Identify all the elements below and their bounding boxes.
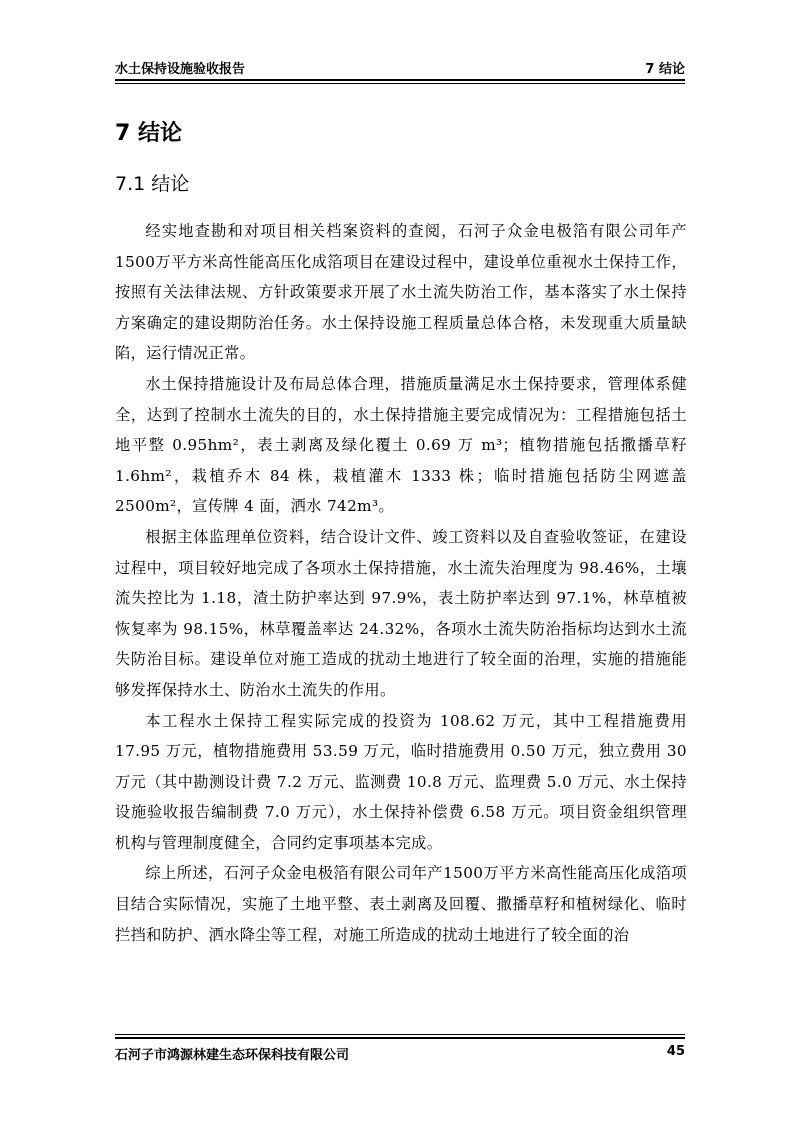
paragraph: 综上所述，石河子众金电极箔有限公司年产1500万平方米高性能高压化成箔项目结合实际情况，实施了土地平整、表土剥离及回覆、撒播草籽和植树绿化、临时拦挡和防护、洒水降尘等工程，对施工所造成的扰动土地进行了较全面的治 [115,864,687,944]
footer-rule-thin [115,1034,685,1035]
page-number: 45 [666,1044,685,1059]
body-text [115,216,687,950]
paragraph: 本工程水土保持工程实际完成的投资为 108.62 万元，其中工程措施费用 17.95 万元，植物措施费用 53.59 万元，临时措施费用 0.50 万元，独立费用 30 万元（其中勘测设计费 7.2 万元、监测费 10.8 万元、监理费 5.0 万元、水土保持设施验收报告编制费 7.0 万元），水土保持补偿费 6.58 万元。项目资金组织管理机构与管理制度健全，合同约定事项基本完成。 [115,711,687,852]
header-rule-thin [115,83,685,84]
paragraph: 经实地查勘和对项目相关档案资料的查阅，石河子众金电极箔有限公司年产1500万平方米高性能高压化成箔项目在建设过程中，建设单位重视水土保持工作，按照有关法律法规、方针政策要求开展了水土流失防治工作，基本落实了水土保持方案确定的建设期防治任务。水土保持设施工程质量总体合格，未发现重大质量缺陷，运行情况正常。 [115,222,687,363]
header-chapter-label: 7 结论 [645,62,685,77]
chapter-title: 7 结论 [115,121,182,146]
footer-company-name: 石河子市鸿源林建生态环保科技有限公司 [115,1048,350,1063]
paragraph: 根据主体监理单位资料，结合设计文件、竣工资料以及自查验收签证，在建设过程中，项目较好地完成了各项水土保持措施，水土流失治理度为 98.46%，土壤流失控比为 1.18，渣土防护率达到 97.9%，表土防护率达到 97.1%，林草植被恢复率为 98.15%，林草覆盖率达 24.32%，各项水土流失防治指标均达到水土流失防治目标。建设单位对施工造成的扰动土地进行了较全面的治理，实施的措施能够发挥保持水土、防治水土流失的作用。 [115,527,687,699]
paragraph: 水土保持措施设计及布局总体合理，措施质量满足水土保持要求，管理体系健全，达到了控制水土流失的目的，水土保持措施主要完成情况为：工程措施包括土地平整 0.95hm²，表土剥离及绿化覆土 0.69 万 m³；植物措施包括撒播草籽1.6hm²，栽植乔木 84 株，栽植灌木 1333 株；临时措施包括防尘网遮盖 2500m²，宣传牌 4 面，洒水 742m³。 [115,374,687,516]
section-title: 7.1 结论 [115,173,190,195]
footer-rule [115,1037,685,1039]
page-header [115,58,685,80]
header-rule [115,79,685,81]
header-report-title: 水土保持设施验收报告 [115,62,246,77]
